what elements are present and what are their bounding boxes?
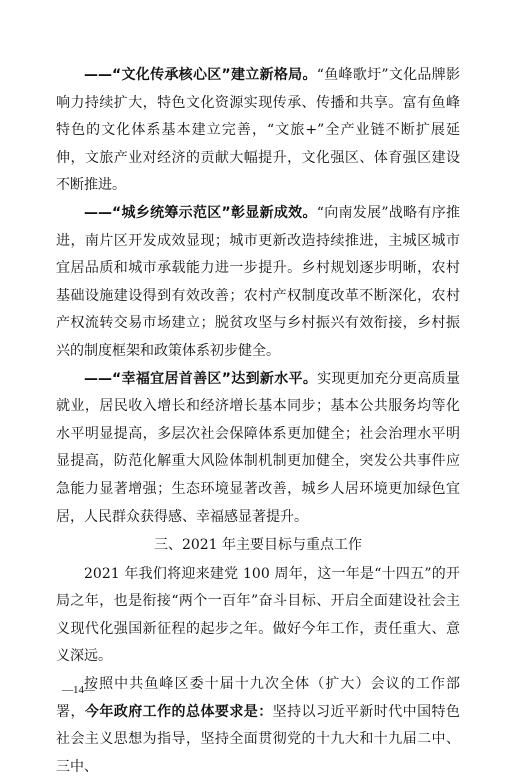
paragraph-cultural-zone [56, 62, 460, 200]
page-number: —14— [62, 684, 95, 696]
section-heading: 三、2021 年主要目标与重点工作 [153, 537, 363, 554]
paragraph-text: 按照中共鱼峰区委十届十九次全体（扩大）会议的工作部署， [56, 676, 460, 720]
paragraph-lead: ——“文化传承核心区”建立新格局。 [84, 67, 317, 83]
paragraph-text: “鱼峰歌圩”文化品牌影响力持续扩大，特色文化资源实现传承、传播和共享。富有鱼峰特色的文化体系基本建立完善，“文旅+”全产业链不断扩展延伸，文旅产业对经济的贡献大幅提升，文化强区、体育强区建设不断推进。 [56, 67, 460, 194]
paragraph-overall-requirements [56, 671, 460, 781]
document-body [56, 62, 460, 781]
paragraph-text: 坚持以习近平新时代中国特色社会主义思想为指导，坚持全面贯彻党的十九大和十九届二中、三中、 [56, 703, 461, 775]
paragraph-lead: ——“幸福宜居首善区”达到新水平。 [84, 370, 318, 387]
paragraph-livable-zone [56, 366, 460, 532]
paragraph-text: “向南发展”战略有序推进，南片区开发成效显现；城市更新改造持续推进，主城区城市宜居品质和城市承载能力进一步提升。乡村规划逐步明晰，农村基础设施建设得到有效改善；农村产权制度改革不断深化，农村产权流转交易市场建立；脱贫攻坚与乡村振兴有效衔接，乡村振兴的制度框架和政策体系初步健全。 [56, 204, 460, 359]
paragraph-lead: 今年政府工作的总体要求是： [84, 703, 273, 720]
paragraph-lead: ——“城乡统筹示范区”彰显新成效。 [84, 204, 317, 221]
paragraph-text: 实现更加充分更高质量就业，居民收入增长和经济增长基本同步；基本公共服务均等化水平明显提高，多层次社会保障体系更加健全；社会治理水平明显提高，防范化解重大风险体制机制更加健全，突发公共事件应急能力显著增强；生态环境显著改善，城乡人居环境更加绿色宜居，人民群众获得感、幸福感显著提升。 [56, 370, 461, 525]
paragraph-2021: 2021 年我们将迎来建党 100 周年，这一年是“十四五”的开局之年，也是衔接“两个一百年”奋斗目标、开启全面建设社会主义现代化强国新征程的起步之年。做好今年工作，责任重大、意义深远。 [56, 565, 460, 665]
paragraph-urban-rural-zone [56, 200, 460, 366]
